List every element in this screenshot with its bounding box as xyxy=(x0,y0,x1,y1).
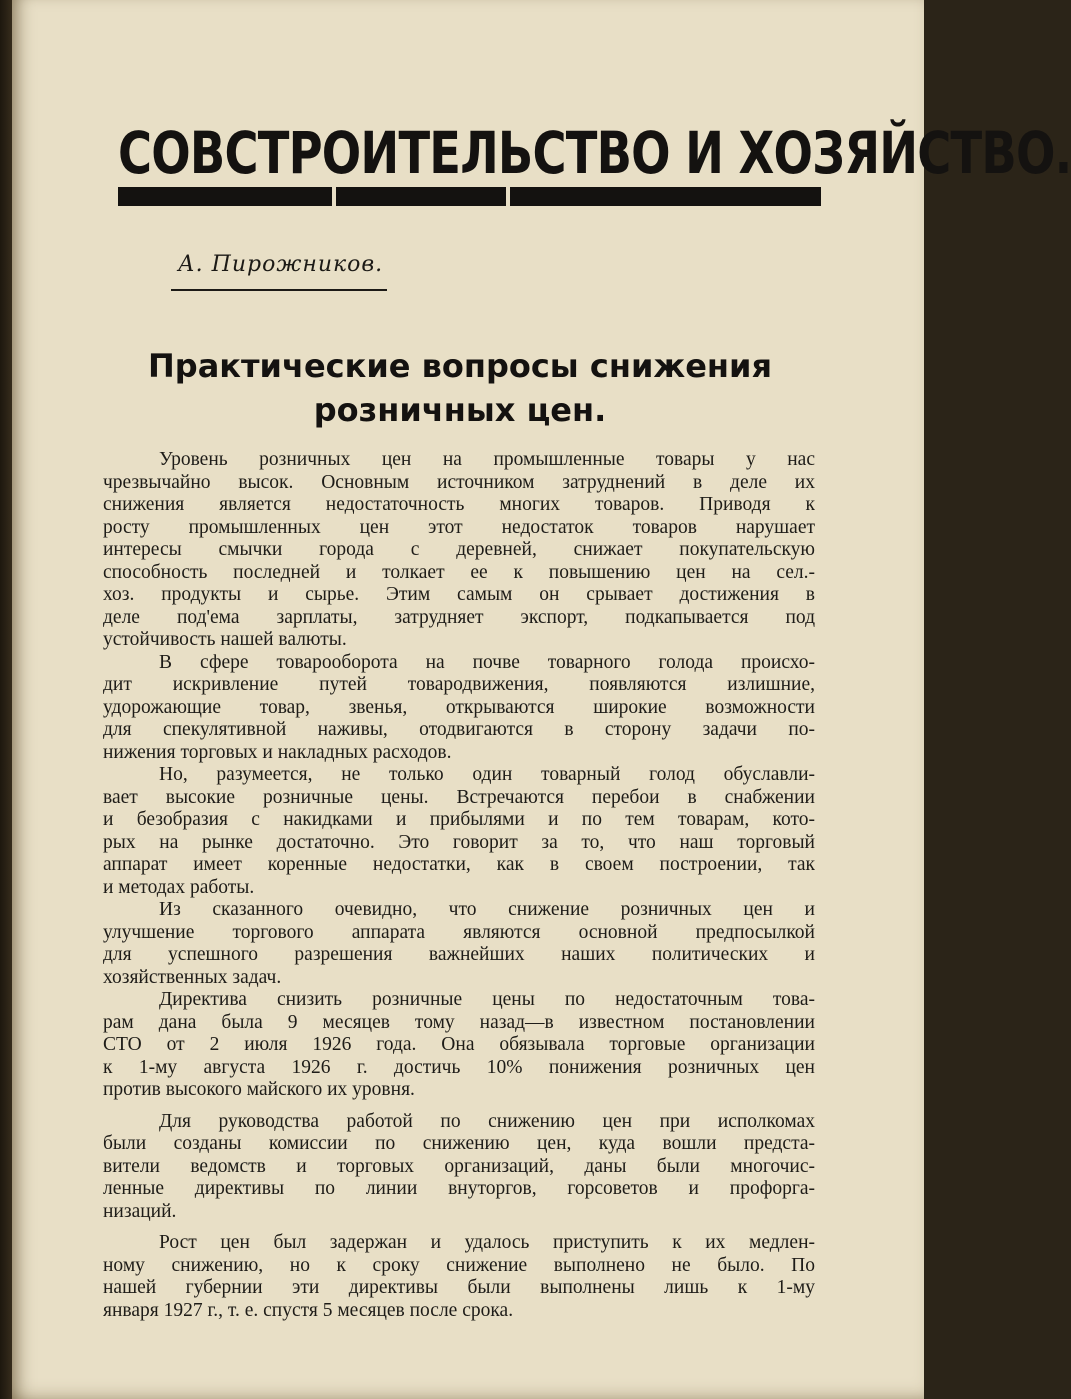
title-rule-segment xyxy=(336,187,506,206)
title-rule xyxy=(118,187,821,206)
title-rule-segment xyxy=(118,187,332,206)
text-line: рых на рынке достаточно. Это говорит за то, что наш торговый xyxy=(103,831,815,853)
section-title: СОВСТРОИТЕЛЬСТВО И ХОЗЯЙСТВО. xyxy=(118,119,1071,187)
paragraph xyxy=(103,764,815,899)
text-line: хоз. продукты и сырье. Этим самым он срывает достижения в xyxy=(103,584,815,605)
text-line: дит искривление путей товародвижения, появляются излишние, xyxy=(103,674,815,695)
text-line: ленные директивы по линии внуторгов, горсоветов и профорга- xyxy=(103,1178,815,1199)
text-line: нижения торговых и накладных расходов. xyxy=(103,741,452,763)
text-line: ному снижению, но к сроку снижение выполнено не было. По xyxy=(103,1254,815,1276)
text-line: Директива снизить розничные цены по недостаточным това- xyxy=(159,989,815,1010)
text-line: для спекулятивной наживы, отодвигаются в сторону задачи по- xyxy=(103,719,815,740)
paragraph xyxy=(103,1232,815,1322)
author-name: А. Пирожников. xyxy=(178,252,384,277)
text-line: Но, разумеется, не только один товарный голод обуславли- xyxy=(159,764,815,785)
text-line: Из сказанного очевидно, что снижение розничных цен и xyxy=(159,899,815,920)
text-line: способность последней и толкает ее к повышению цен на сел.- xyxy=(103,561,815,583)
text-line: к 1-му августа 1926 г. достичь 10% понижения розничных цен xyxy=(103,1056,815,1078)
text-line: улучшение торгового аппарата являются основной предпосылкой xyxy=(103,921,815,943)
text-line: деле под'ема зарплаты, затрудняет экспорт, подкапывается под xyxy=(103,606,815,628)
text-line: Для руководства работой по снижению цен при исполкомах xyxy=(159,1110,815,1132)
paragraph xyxy=(103,989,815,1102)
text-line: вает высокие розничные цены. Встречаются перебои в снабжении xyxy=(103,786,815,808)
text-line: и безобразия с накидками и прибылями и по тем товарам, кото- xyxy=(103,809,815,830)
text-line: интересы смычки города с деревней, снижает покупательскую xyxy=(103,539,815,560)
text-line: хозяйственных задач. xyxy=(103,966,282,988)
paragraph xyxy=(103,652,815,765)
text-line: против высокого майского их уровня. xyxy=(103,1079,415,1100)
text-line: В сфере товарооборота на почве товарного голода происхо- xyxy=(159,651,815,673)
text-line: аппарат имеет коренные недостатки, как в своем построении, так xyxy=(103,854,815,875)
text-line: были созданы комиссии по снижению цен, куда вошли предста- xyxy=(103,1133,815,1154)
text-line: устойчивость нашей валюты. xyxy=(103,629,347,650)
text-line: низаций. xyxy=(103,1200,177,1222)
text-line: нашей губернии эти директивы были выполнены лишь к 1-му xyxy=(103,1277,815,1298)
text-line: января 1927 г., т. е. спустя 5 месяцев после срока. xyxy=(103,1299,514,1321)
title-rule-segment xyxy=(510,187,821,206)
text-line: снижения является недостаточность многих товаров. Приводя к xyxy=(103,494,815,515)
text-line: чрезвычайно высок. Основным источником затруднений в деле их xyxy=(103,471,815,493)
text-line: для успешного разрешения важнейших наших политических и xyxy=(103,944,815,965)
author-underline xyxy=(171,289,387,291)
text-line: и методах работы. xyxy=(103,876,255,898)
article-title: Практические вопросы снижения розничных цен. xyxy=(148,347,772,429)
text-line: удорожающие товар, звенья, открываются широкие возможности xyxy=(103,696,815,718)
text-line: СТО от 2 июля 1926 года. Она обязывала торговые организации xyxy=(103,1034,815,1055)
text-line: Рост цен был задержан и удалось приступить к их медлен- xyxy=(159,1232,815,1253)
article-body xyxy=(103,449,815,1322)
text-line: рам дана была 9 месяцев тому назад—в известном постановлении xyxy=(103,1011,815,1033)
paragraph xyxy=(103,449,815,652)
paragraph xyxy=(103,899,815,989)
text-line: росту промышленных цен этот недостаток товаров нарушает xyxy=(103,516,815,538)
text-line: вители ведомств и торговых организаций, даны были многочис- xyxy=(103,1155,815,1177)
text-line: Уровень розничных цен на промышленные товары у нас xyxy=(159,449,815,470)
paragraph xyxy=(103,1111,815,1224)
